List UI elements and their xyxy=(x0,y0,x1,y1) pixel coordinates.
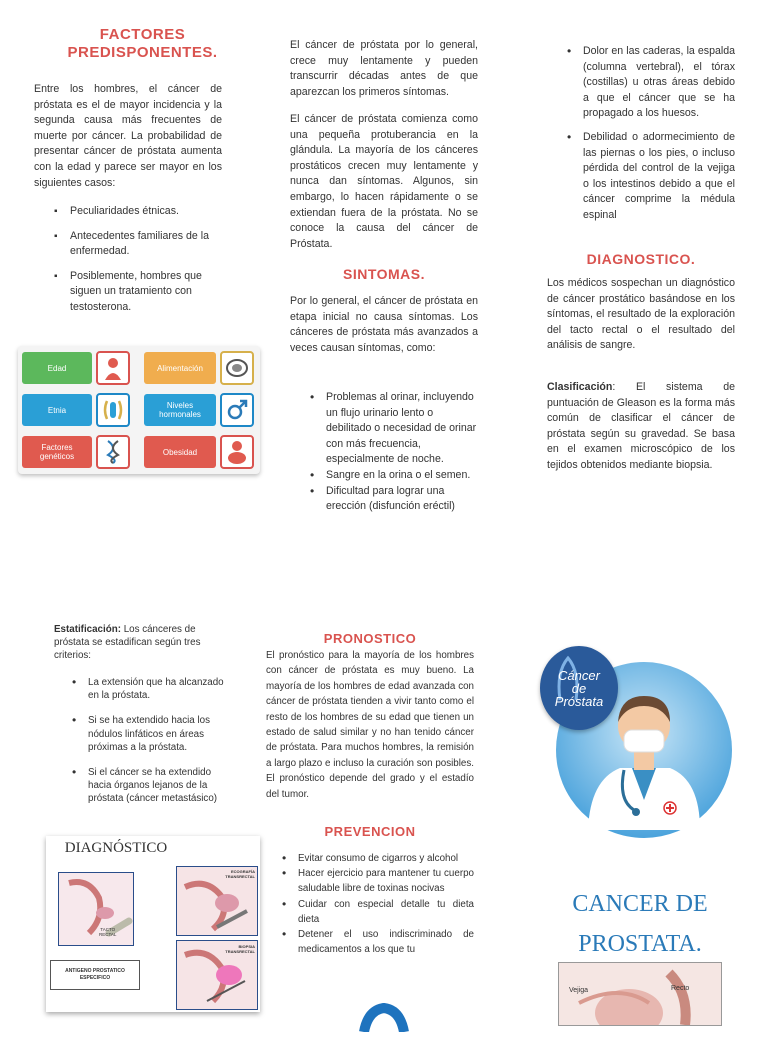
list-item: • Hacer ejercicio para mantener tu cuerpo saludable libre de toxinas nocivas xyxy=(298,866,474,896)
tile-edad-label: Edad xyxy=(47,363,67,373)
label-vejiga: Vejiga xyxy=(569,987,589,994)
factores-title-line2: PREDISPONENTES. xyxy=(67,44,218,61)
ribbon-icon xyxy=(358,1002,410,1032)
estatificacion-list xyxy=(88,676,230,806)
list-item: • Evitar consumo de cigarros y alcohol xyxy=(298,851,474,866)
factores-title xyxy=(30,26,255,62)
obese-person-icon xyxy=(220,435,254,469)
clasificacion-label: Clasificación xyxy=(547,381,613,393)
biopsia-label-line1: BIOPSIA xyxy=(238,944,255,949)
tile-etnia xyxy=(22,394,92,426)
factores-list xyxy=(70,204,220,316)
eco-label-line1: ECOGRAFÍA xyxy=(231,869,255,874)
list-item: ▪ Posiblemente, hombres que siguen un tratamiento con testosterona. xyxy=(70,269,220,316)
cover-title-line1: CANCER DE xyxy=(572,891,708,917)
antigeno-label-box xyxy=(50,960,140,990)
tile-factores-line1: Factores xyxy=(41,443,73,452)
badge-line1: Cáncer xyxy=(558,667,600,683)
tacto-rectal-figure xyxy=(58,872,134,946)
tile-alimentacion-label: Alimentación xyxy=(157,363,203,373)
faces-icon xyxy=(96,393,130,427)
tile-niveles-line1: Niveles xyxy=(166,401,194,410)
estatificacion-paragraph xyxy=(54,623,224,663)
cover-title xyxy=(540,884,740,964)
intro-paragraph-2: El cáncer de próstata comienza como una pequeña protuberancia en la glándula. La mayoría de los cánceres prostáticos crecen muy lentamente y nunca dan síntomas. Algunos, sin embargo, lo hacen rápidamente o se extiendan fuera de la próstata. No se conoce la causa del cáncer de Próstata. xyxy=(290,113,478,250)
ecografia-figure xyxy=(176,866,258,936)
sintomas-title: SINTOMAS. xyxy=(342,266,426,282)
list-item: • Cuidar con especial detalle tu dieta dieta xyxy=(298,897,474,927)
diagnostico-title: DIAGNOSTICO. xyxy=(586,251,696,267)
list-item: • Dolor en las caderas, la espalda (columna vertebral), el tórax (costillas) u otras áreas debido a que el cáncer que se ha propagado a los huesos. xyxy=(583,44,735,122)
estatificacion-label: Estatificación: xyxy=(54,624,121,635)
list-item: • La extensión que ha alcanzado en la próstata. xyxy=(88,676,230,702)
diagnostico-illustration xyxy=(46,836,260,1012)
factors-graphic xyxy=(18,346,260,474)
list-item: • Sangre en la orina o el semen. xyxy=(326,468,478,484)
sintomas-list xyxy=(326,390,478,515)
dna-icon xyxy=(96,435,130,469)
pronostico-text: El pronóstico para la mayoría de los hombres con cáncer de próstata es muy bueno. La mayoría de los hombres de edad avanzada con cáncer de próstata tienden a vivir tanto como el resto de los hombres de su edad que tienen un estado de salud similar y no han tenido cáncer de próstata. Para muchos hombres, la remisión a largo plazo e incluso la curación son posibles. El pronóstico depende del grado y el estadío del tumor. xyxy=(266,650,474,800)
clasificacion-text: : El sistema de puntuación de Gleason es la forma más común de clasificar el cáncer de próstata según su gravedad. Se basa en el examen microscópico de los tejidos obtenidos mediante biopsia. xyxy=(547,381,735,471)
list-item: • Debilidad o adormecimiento de las piernas o los pies, o incluso pérdida del control de la vejiga o los intestinos debido a que el cáncer comprime la médula espinal xyxy=(583,130,735,224)
tile-factores-geneticos xyxy=(22,436,92,468)
cancer-badge xyxy=(540,646,618,730)
prevencion-list xyxy=(298,851,474,957)
estatificacion-text: Los cánceres de próstata se estadifican según tres criterios: xyxy=(54,624,201,662)
tile-obesidad xyxy=(144,436,216,468)
tile-alimentacion xyxy=(144,352,216,384)
tacto-label-line2: RECTAL xyxy=(99,932,117,937)
factores-intro: Entre los hombres, el cáncer de próstata es el de mayor incidencia y la segunda causa más frecuentes de muerte por cáncer. La probabilidad de presentar cáncer de próstata aumenta con la edad y parece ser mayor en los siguientes casos: xyxy=(34,83,222,189)
sintomas-list-continued xyxy=(583,44,735,224)
list-item: • Dificultad para lograr una erección (disfunción eréctil) xyxy=(326,484,478,515)
biopsia-label-line2: TRANSRECTAL xyxy=(225,949,255,954)
list-item: • Detener el uso indiscriminado de medicamentos a los que tu xyxy=(298,927,474,957)
list-item: • Si se ha extendido hacia los nódulos linfáticos en áreas próximas a la próstata. xyxy=(88,714,230,754)
person-icon xyxy=(96,351,130,385)
tile-edad xyxy=(22,352,92,384)
biopsia-figure xyxy=(176,940,258,1010)
clasificacion-paragraph xyxy=(547,380,735,474)
antigeno-line2: ESPECIFICO xyxy=(79,975,111,981)
list-item: ▪ Peculiaridades étnicas. xyxy=(70,204,220,220)
factores-title-line1: FACTORES xyxy=(99,26,186,43)
list-item: • Si el cáncer se ha extendido hacia órganos lejanos de la próstata (cáncer metastásico) xyxy=(88,766,230,806)
tile-factores-line2: genéticos xyxy=(39,452,75,461)
anatomy-illustration xyxy=(558,962,722,1026)
tile-niveles xyxy=(144,394,216,426)
plate-icon xyxy=(220,351,254,385)
cover-title-line2: PROSTATA. xyxy=(578,931,702,957)
diagnostico-illustration-title: DIAGNÓSTICO xyxy=(64,840,168,856)
badge-line3: Próstata xyxy=(554,693,604,709)
eco-label-line2: TRANSRECTAL xyxy=(225,874,255,879)
male-symbol-icon xyxy=(220,393,254,427)
intro-paragraph-1: El cáncer de próstata por lo general, crece muy lentamente y pueden transcurrir décadas antes de que aparezcan los primeros síntomas. xyxy=(290,39,478,98)
badge-line2: de xyxy=(571,680,587,696)
diagnostico-text: Los médicos sospechan un diagnóstico de cáncer prostático basándose en los síntomas, el resultado de la exploración del tacto rectal o el resultado del análisis de sangre. xyxy=(547,277,735,352)
list-item: • Problemas al orinar, incluyendo un flujo urinario lento o debilitado o necesidad de orinar con más frecuencia, especialmente de noche. xyxy=(326,390,478,468)
tile-obesidad-label: Obesidad xyxy=(162,447,198,457)
tile-etnia-label: Etnia xyxy=(47,405,67,415)
list-item: ▪ Antecedentes familiares de la enfermedad. xyxy=(70,229,220,260)
sintomas-intro: Por lo general, el cáncer de próstata en etapa inicial no causa síntomas. Los cánceres de próstata más avanzados a veces causan síntomas, como: xyxy=(290,295,478,354)
tile-niveles-line2: hormonales xyxy=(159,410,201,419)
label-recto: Recto xyxy=(671,985,690,992)
prevencion-title: PREVENCION xyxy=(324,824,416,839)
tacto-label-line1: TACTO xyxy=(100,927,116,932)
pronostico-title: PRONOSTICO xyxy=(323,631,417,646)
antigeno-line1: ANTIGENO PROSTATICO xyxy=(65,968,125,974)
